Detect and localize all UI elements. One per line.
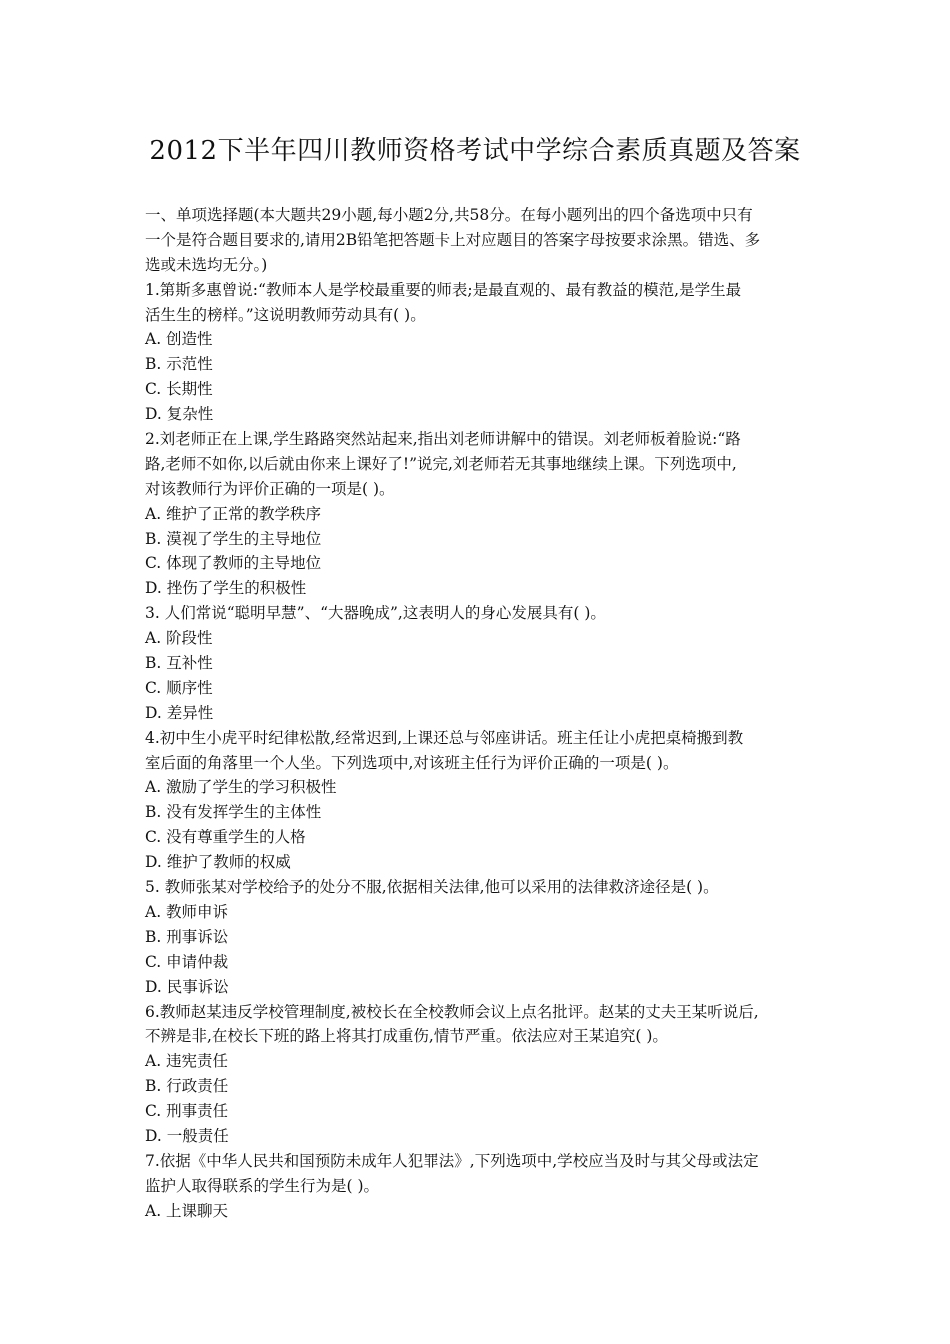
question-6 [145, 1000, 810, 1149]
question-stem-line: 5. 教师张某对学校给予的处分不服,依据相关法律,他可以采用的法律救济途径是( )。 [145, 878, 719, 897]
question-stem-line: 活生生的榜样。”这说明教师劳动具有( )。 [145, 305, 426, 324]
intro-line: 一个是符合题目要求的,请用2B铅笔把答题卡上对应题目的答案字母按要求涂黑。错选、多 [145, 230, 761, 249]
question-stem-line: 1.第斯多惠曾说:“教师本人是学校最重要的师表;是最直观的、最有教益的模范,是学生最 [145, 280, 742, 299]
question-stem-line: 对该教师行为评价正确的一项是( )。 [145, 479, 395, 498]
question-7 [145, 1149, 810, 1224]
option-c: C. 刑事责任 [145, 1102, 229, 1121]
option-c: C. 长期性 [145, 380, 213, 399]
document-body [145, 203, 810, 1224]
option-a: A. 上课聊天 [145, 1201, 229, 1220]
question-stem-line: 监护人取得联系的学生行为是( )。 [145, 1176, 380, 1195]
option-b: B. 示范性 [145, 355, 213, 374]
option-a: A. 阶段性 [145, 629, 213, 648]
option-b: B. 互补性 [145, 654, 213, 673]
option-b: B. 漠视了学生的主导地位 [145, 529, 322, 548]
option-b: B. 没有发挥学生的主体性 [145, 803, 322, 822]
question-2 [145, 427, 810, 601]
option-d: D. 一般责任 [145, 1126, 229, 1145]
question-stem-line: 7.依据《中华人民共和国预防未成年人犯罪法》,下列选项中,学校应当及时与其父母或法定 [145, 1151, 759, 1170]
question-stem-line: 4.初中生小虎平时纪律松散,经常迟到,上课还总与邻座讲话。班主任让小虎把桌椅搬到教 [145, 728, 744, 747]
intro-line: 选或未选均无分。) [145, 255, 268, 274]
question-stem-line: 3. 人们常说“聪明早慧”、“大器晚成”,这表明人的身心发展具有( )。 [145, 604, 606, 623]
section-intro [145, 203, 810, 278]
option-d: D. 民事诉讼 [145, 977, 229, 996]
option-a: A. 维护了正常的教学秩序 [145, 504, 322, 523]
option-a: A. 教师申诉 [145, 902, 229, 921]
option-d: D. 挫伤了学生的积极性 [145, 579, 307, 598]
option-a: A. 违宪责任 [145, 1052, 229, 1071]
question-1 [145, 278, 810, 427]
option-c: C. 申请仲裁 [145, 952, 229, 971]
option-a: A. 创造性 [145, 330, 213, 349]
option-d: D. 差异性 [145, 703, 214, 722]
question-stem-line: 不辨是非,在校长下班的路上将其打成重伤,情节严重。依法应对王某追究( )。 [145, 1027, 668, 1046]
intro-line: 一、单项选择题(本大题共29小题,每小题2分,共58分。在每小题列出的四个备选项中只有 [145, 206, 753, 224]
option-c: C. 体现了教师的主导地位 [145, 554, 322, 573]
option-d: D. 维护了教师的权威 [145, 853, 291, 872]
question-5 [145, 875, 810, 999]
question-3 [145, 601, 810, 725]
question-stem-line: 6.教师赵某违反学校管理制度,被校长在全校教师会议上点名批评。赵某的丈夫王某听说后, [145, 1002, 759, 1021]
question-stem-line: 路,老师不如你,以后就由你来上课好了!”说完,刘老师若无其事地继续上课。下列选项中, [145, 454, 737, 473]
option-b: B. 行政责任 [145, 1077, 229, 1096]
option-c: C. 没有尊重学生的人格 [145, 828, 306, 847]
question-stem-line: 室后面的角落里一个人坐。下列选项中,对该班主任行为评价正确的一项是( )。 [145, 753, 679, 772]
option-b: B. 刑事诉讼 [145, 927, 229, 946]
option-d: D. 复杂性 [145, 405, 214, 424]
document-title: 2012下半年四川教师资格考试中学综合素质真题及答案 [149, 136, 801, 166]
question-4 [145, 726, 810, 875]
option-a: A. 激励了学生的学习积极性 [145, 778, 337, 797]
question-stem-line: 2.刘老师正在上课,学生路路突然站起来,指出刘老师讲解中的错误。刘老师板着脸说:“路 [145, 430, 741, 449]
option-c: C. 顺序性 [145, 678, 213, 697]
